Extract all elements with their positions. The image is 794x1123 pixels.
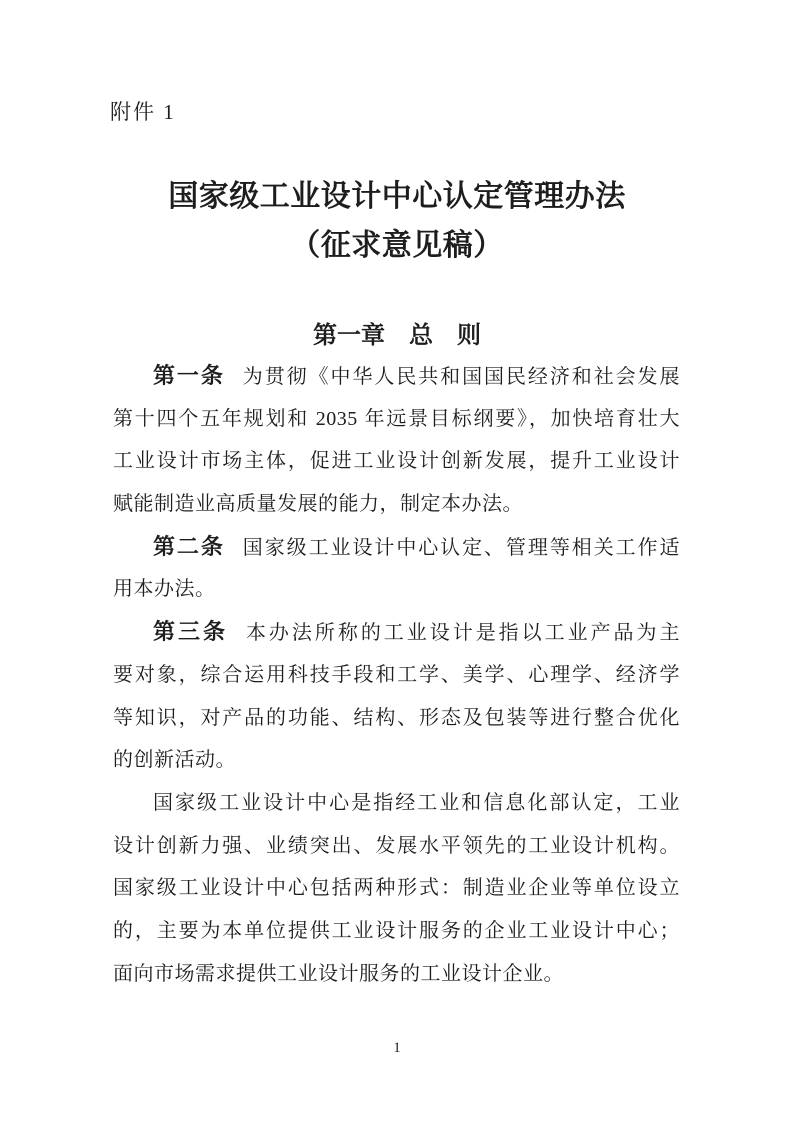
- body-line-text: 国家级工业设计中心是指经工业和信息化部认定，工业: [153, 791, 680, 814]
- body-line-text: 本办法所称的工业设计是指以工业产品为主: [245, 622, 680, 645]
- body-line-text: 的，主要为本单位提供工业设计服务的企业工业设计中心；: [113, 919, 680, 942]
- body-line: [113, 526, 680, 569]
- body-line: [113, 697, 680, 740]
- body-line-text: 国家级工业设计中心认定、管理等相关工作适: [242, 536, 680, 559]
- body-line-text: 第十四个五年规划和 2035 年远景目标纲要》，加快培育壮大: [113, 407, 680, 430]
- chapter-heading: 第一章 总 则: [313, 322, 481, 349]
- article-label: 第一条: [153, 363, 225, 388]
- body-line: [113, 739, 680, 782]
- document-title-line1: 国家级工业设计中心认定管理办法: [168, 180, 626, 213]
- body-line-text: 面向市场需求提供工业设计服务的工业设计企业。: [113, 962, 564, 985]
- body-line: [113, 953, 680, 996]
- document-title: [0, 172, 794, 270]
- body-line-text: 国家级工业设计中心包括两种形式：制造业企业等单位设立: [113, 877, 680, 900]
- body-line: [113, 355, 680, 398]
- document-body: [113, 355, 680, 995]
- body-line-text: 用本办法。: [113, 578, 216, 601]
- document-title-line2: （征求意见稿）: [290, 229, 504, 262]
- body-line: [113, 825, 680, 868]
- body-line: [113, 910, 680, 953]
- body-line: [113, 483, 680, 526]
- page-number: 1: [393, 1040, 401, 1056]
- article-label: 第三条: [153, 619, 228, 645]
- body-line-text: 工业设计市场主体，促进工业设计创新发展，提升工业设计: [113, 450, 680, 473]
- body-line: [113, 782, 680, 825]
- body-line: [113, 440, 680, 483]
- body-line-text: 的创新活动。: [113, 749, 236, 772]
- attachment-label: 附件 1: [110, 100, 176, 124]
- body-line: [113, 398, 680, 441]
- body-line-text: 为贯彻《中华人民共和国国民经济和社会发展: [242, 366, 680, 388]
- article-label: 第二条: [153, 533, 225, 559]
- body-line: [113, 654, 680, 697]
- body-line: [113, 611, 680, 654]
- body-line: [113, 867, 680, 910]
- body-line-text: 要对象，综合运用科技手段和工学、美学、心理学、经济学: [113, 663, 680, 686]
- body-line: [113, 568, 680, 611]
- body-line-text: 设计创新力强、业绩突出、发展水平领先的工业设计机构。: [113, 834, 680, 857]
- body-line-text: 赋能制造业高质量发展的能力，制定本办法。: [113, 493, 523, 516]
- body-line-text: 等知识，对产品的功能、结构、形态及包装等进行整合优化: [113, 706, 680, 729]
